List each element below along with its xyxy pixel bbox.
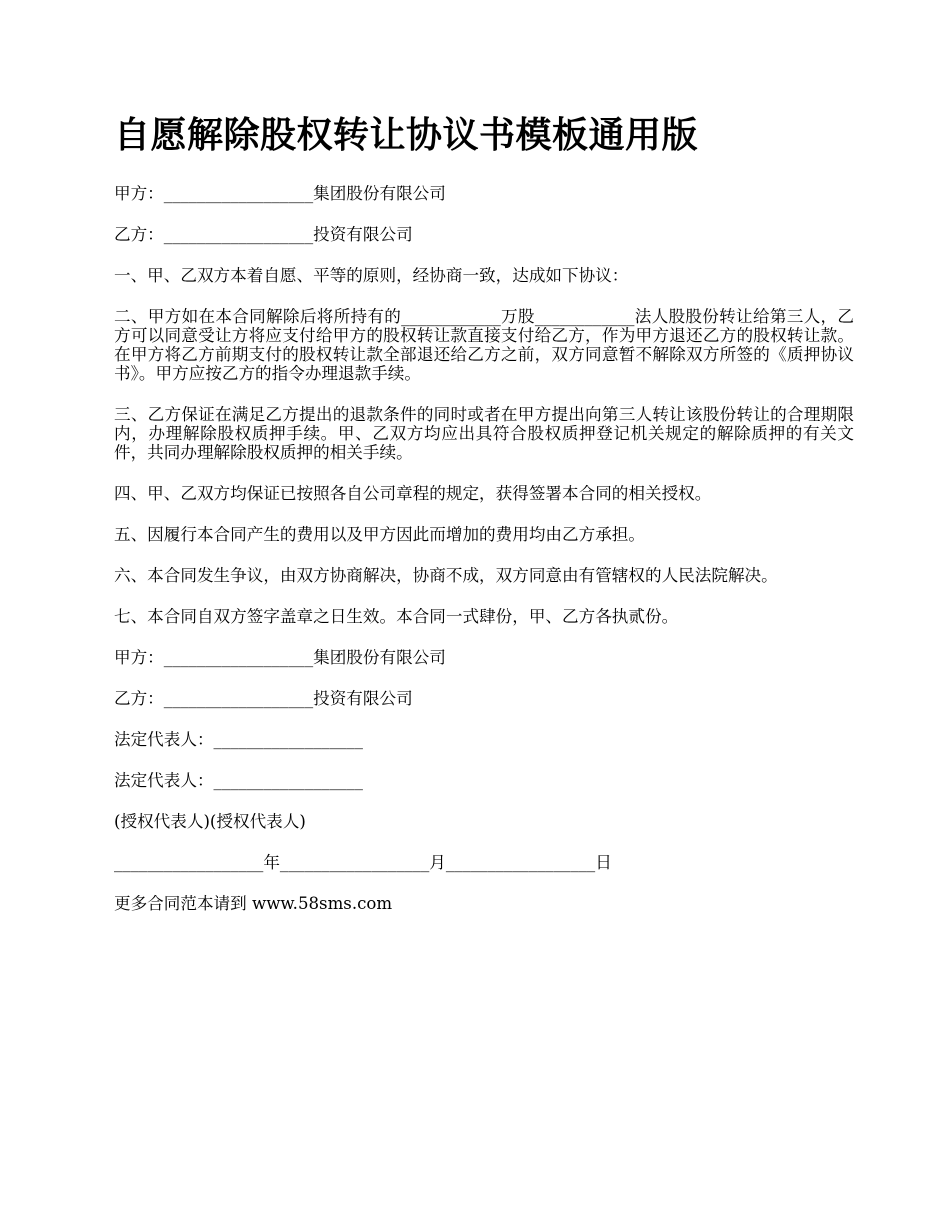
document-title: 自愿解除股权转让协议书模板通用版 — [114, 115, 699, 156]
clause-3: 三、乙方保证在满足乙方提出的退款条件的同时或者在甲方提出向第三人转让该股份转让的合理期限内，办理解除股权质押手续。甲、乙双方均应出具符合股权质押登记机关规定的解除质押的有关文件，共同办理解除股权质押的相关手续。 — [114, 405, 854, 462]
clause-4: 四、甲、乙双方均保证已按照各自公司章程的规定，获得签署本合同的相关授权。 — [114, 484, 712, 503]
authorized-representatives: (授权代表人)(授权代表人) — [114, 812, 306, 831]
document-page — [114, 110, 854, 935]
sign-party-b: 乙方：__________________投资有限公司 — [114, 689, 413, 708]
footer-note: 更多合同范本请到 www.58sms.com — [114, 894, 393, 913]
clause-7: 七、本合同自双方签字盖章之日生效。本合同一式肆份，甲、乙方各执贰份。 — [114, 607, 679, 626]
clause-2: 二、甲方如在本合同解除后将所持有的____________万股____________法人股股份转让给第三人，乙方可以同意受让方将应支付给甲方的股权转让款直接支付给乙方，作为甲方退还乙方的股权转让款。在甲方将乙方前期支付的股权转让款全部退还给乙方之前，双方同意暂不解除双方所签的《质押协议书》。甲方应按乙方的指令办理退款手续。 — [114, 307, 854, 383]
date-line: __________________年__________________月__________________日 — [114, 853, 612, 872]
clause-1: 一、甲、乙双方本着自愿、平等的原则，经协商一致，达成如下协议： — [114, 266, 629, 285]
clause-6: 六、本合同发生争议，由双方协商解决，协商不成，双方同意由有管辖权的人民法院解决。 — [114, 566, 778, 585]
clause-5: 五、因履行本合同产生的费用以及甲方因此而增加的费用均由乙方承担。 — [114, 525, 645, 544]
sign-party-a: 甲方：__________________集团股份有限公司 — [114, 648, 446, 667]
legal-representative-1: 法定代表人：__________________ — [114, 730, 363, 749]
legal-representative-2: 法定代表人：__________________ — [114, 771, 363, 790]
party-a-line: 甲方：__________________集团股份有限公司 — [114, 184, 446, 203]
party-b-line: 乙方：__________________投资有限公司 — [114, 225, 413, 244]
